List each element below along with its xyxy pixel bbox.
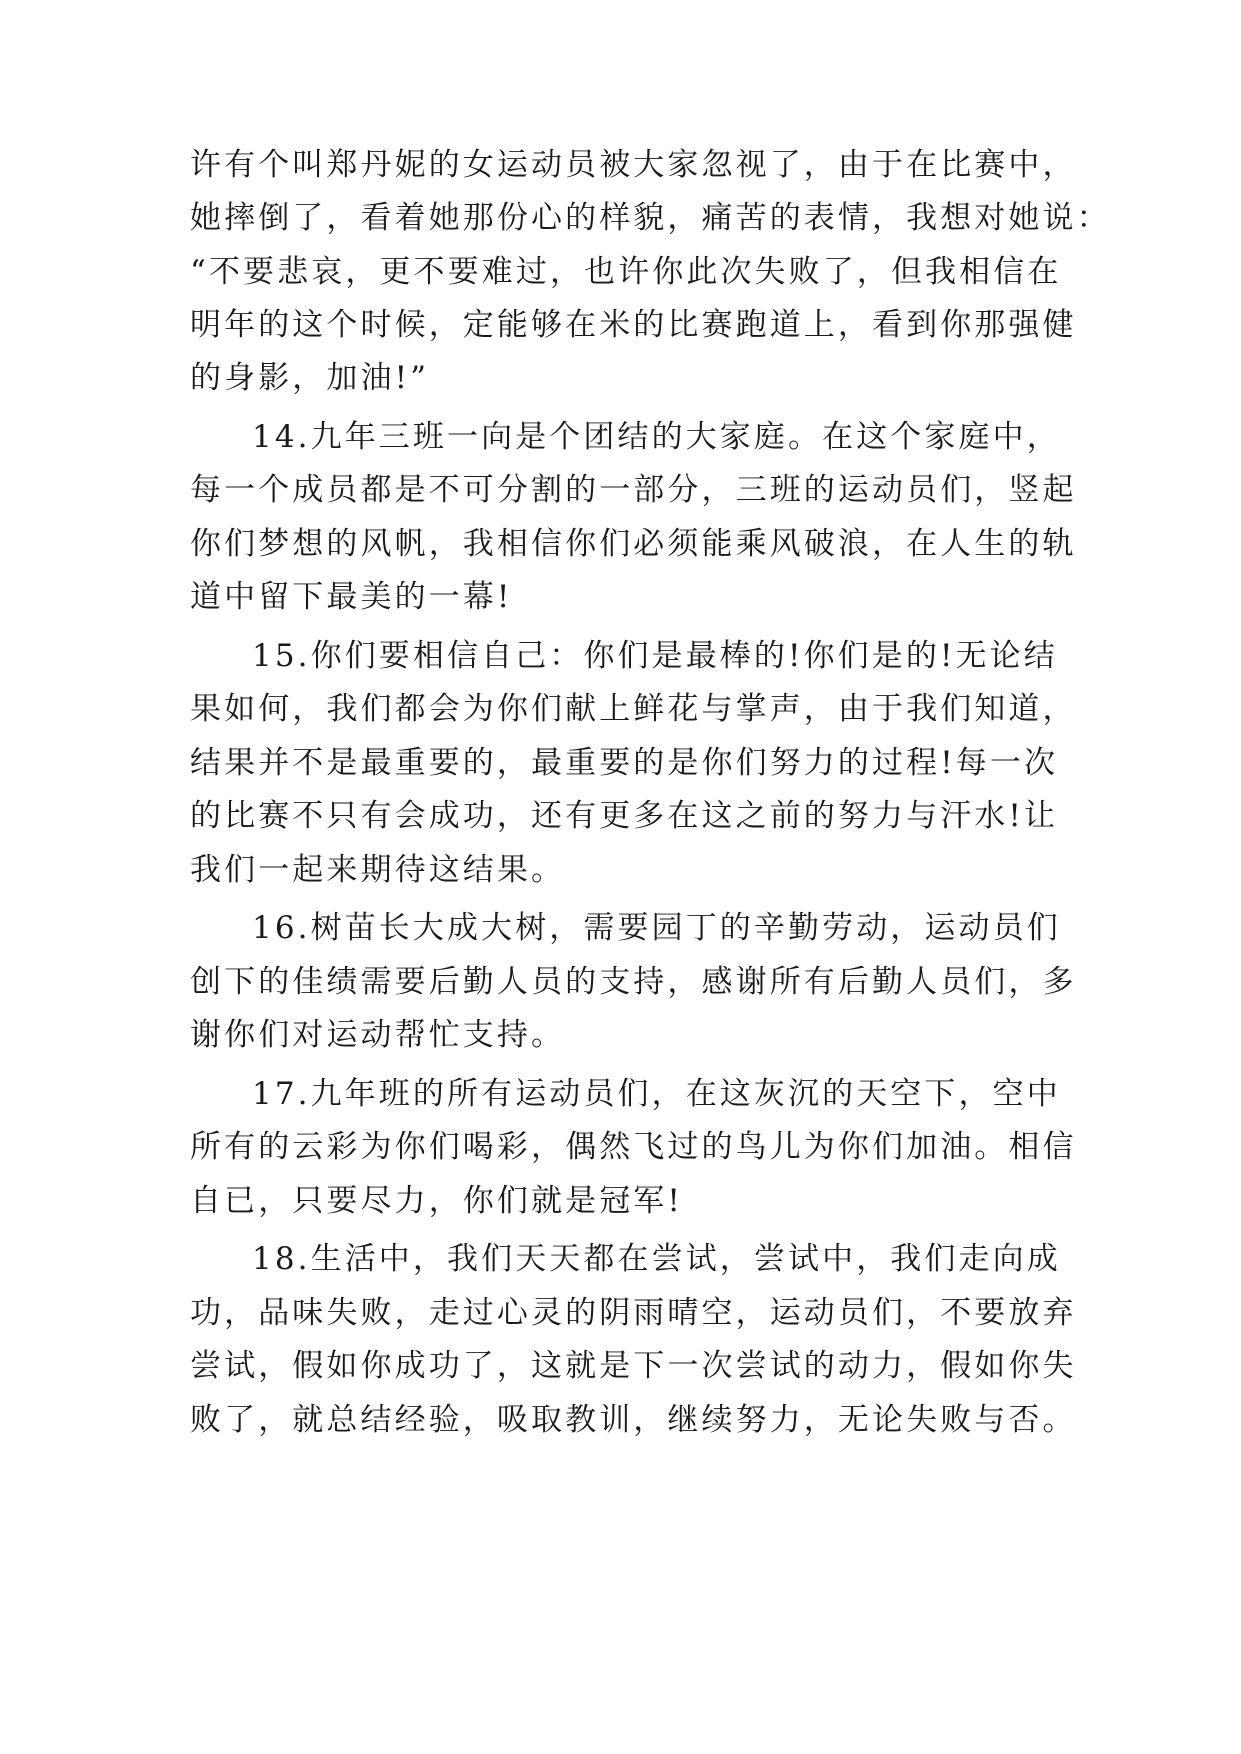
text-line: “不要悲哀，更不要难过，也许你此次失败了，但我相信在 bbox=[190, 254, 1062, 290]
text-line: 所有的云彩为你们喝彩，偶然飞过的鸟儿为你们加油。相信 bbox=[190, 1129, 1077, 1165]
text-line: 我们一起来期待这结果。 bbox=[190, 852, 566, 888]
text-line: 你们梦想的风帆，我相信你们必须能乘风破浪，在人生的轨 bbox=[190, 526, 1077, 562]
text-line: 谢你们对运动帮忙支持。 bbox=[190, 1017, 566, 1053]
text-line: 结果并不是最重要的，最重要的是你们努力的过程!每一次 bbox=[190, 745, 1059, 781]
text-line: 败了，就总结经验，吸取教训，继续努力，无论失败与否。 bbox=[190, 1402, 1077, 1438]
paragraph-15-line: 15.你们要相信自己：你们是最棒的!你们是的!无论结 bbox=[252, 638, 1058, 674]
text-line: 的比赛不只有会成功，还有更多在这之前的努力与汗水!让 bbox=[190, 798, 1059, 834]
text-line: 许有个叫郑丹妮的女运动员被大家忽视了，由于在比赛中， bbox=[190, 147, 1077, 183]
text-line: 尝试，假如你成功了，这就是下一次尝试的动力，假如你失 bbox=[190, 1348, 1077, 1384]
paragraph-14-line: 14.九年三班一向是个团结的大家庭。在这个家庭中， bbox=[252, 419, 1061, 455]
text-line: 创下的佳绩需要后勤人员的支持，感谢所有后勤人员们，多 bbox=[190, 964, 1077, 1000]
text-line: 自已，只要尽力，你们就是冠军! bbox=[190, 1183, 683, 1219]
text-line: 每一个成员都是不可分割的一部分，三班的运动员们，竖起 bbox=[190, 472, 1077, 508]
text-line: 道中留下最美的一幕! bbox=[190, 579, 513, 615]
text-line: 明年的这个时候，定能够在米的比赛跑道上，看到你那强健 bbox=[190, 307, 1077, 343]
text-line: 她摔倒了，看着她那份心的样貌，痛苦的表情，我想对她说： bbox=[190, 200, 1111, 236]
text-line: 的身影，加油!” bbox=[190, 360, 430, 396]
text-line: 果如何，我们都会为你们献上鲜花与掌声，由于我们知道， bbox=[190, 691, 1077, 727]
paragraph-18-line: 18.生活中，我们天天都在尝试，尝试中，我们走向成 bbox=[252, 1241, 1061, 1277]
paragraph-17-line: 17.九年班的所有运动员们，在这灰沉的天空下，空中 bbox=[252, 1076, 1061, 1112]
text-line: 功，品味失败，走过心灵的阴雨晴空，运动员们，不要放弃 bbox=[190, 1295, 1077, 1331]
paragraph-16-line: 16.树苗长大成大树，需要园丁的辛勤劳动，运动员们 bbox=[252, 910, 1061, 946]
